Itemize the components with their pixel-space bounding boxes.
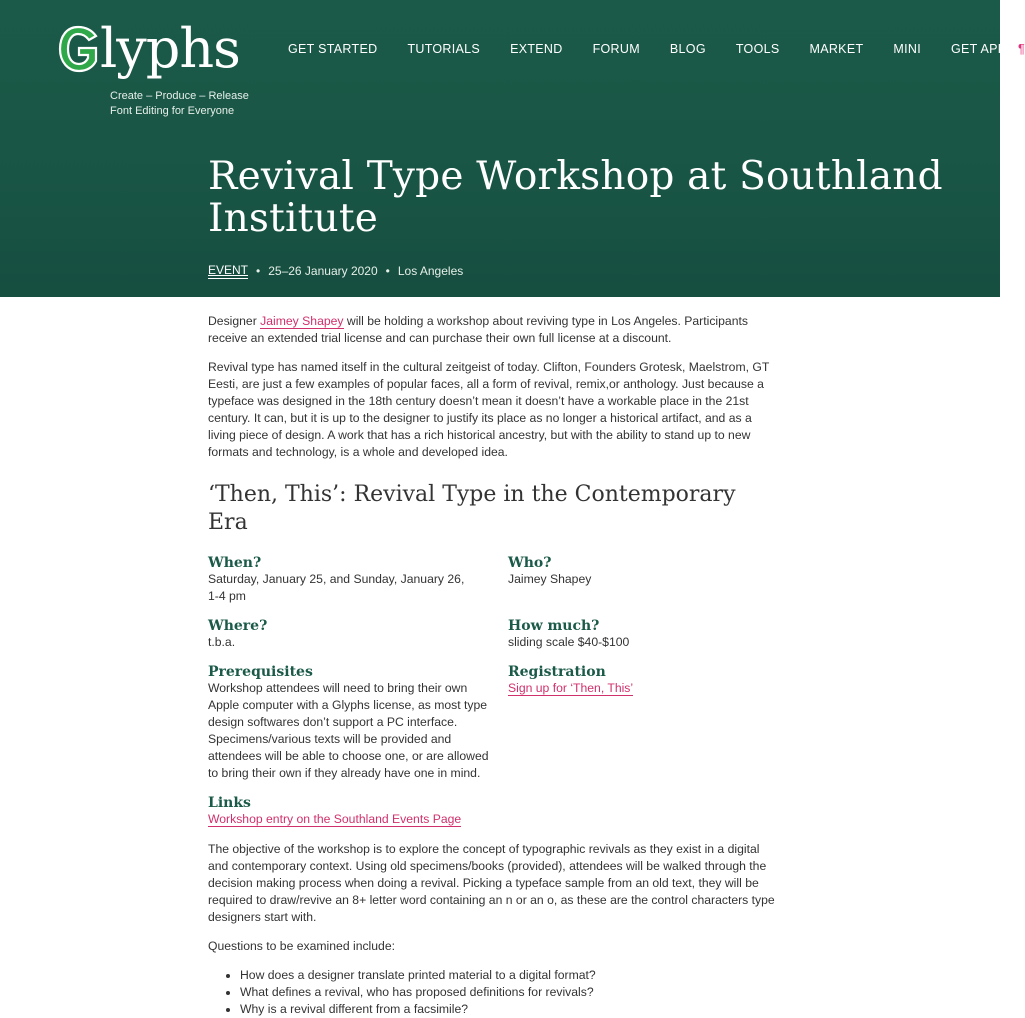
when-line-1: Saturday, January 25, and Sunday, January 26, <box>208 572 465 586</box>
registration-block <box>508 664 780 782</box>
nav-get-apps-label: GET APPS <box>950 42 1015 56</box>
list-item: • Why is a revival different from a facsimile? <box>240 1001 780 1018</box>
nav-extend[interactable]: EXTEND <box>510 42 563 56</box>
nav-blog[interactable]: BLOG <box>669 42 706 56</box>
who-label: Who? <box>508 555 552 571</box>
southland-events-link[interactable]: Workshop entry on the Southland Events Page <box>208 812 462 826</box>
objective-paragraph: The objective of the workshop is to explore the concept of typographic revivals as they exist in a digital and contemporary context. Using old specimens/books (provided), attendees will be walked through the decision making process when doing a revival. Picking a typeface sample from an old text, they will be required to draw/revive an 8+ letter word containing an n or an o, as these are the control characters type designers start with. <box>208 842 775 924</box>
how-much-label: How much? <box>508 618 600 634</box>
nav-tutorials[interactable]: TUTORIALS <box>407 42 481 56</box>
main-nav <box>288 42 1025 56</box>
prerequisites-label: Prerequisites <box>208 664 313 680</box>
event-tag-link[interactable]: EVENT <box>208 263 249 277</box>
pilcrow-icon: ¶ <box>1018 42 1025 56</box>
tagline <box>110 89 249 119</box>
list-item: • What defines a revival, who has proposed definitions for revivals? <box>240 984 780 1001</box>
event-meta <box>208 263 463 279</box>
when-block <box>208 555 508 605</box>
tagline-line-1: Create – Produce – Release <box>110 90 249 102</box>
nav-tools[interactable]: TOOLS <box>735 42 780 56</box>
event-dates: 25–26 January 2020 <box>268 264 378 278</box>
links-label: Links <box>208 795 251 811</box>
where-value: t.b.a. <box>208 635 236 649</box>
who-block <box>508 555 780 605</box>
intro-paragraph-1 <box>208 313 780 347</box>
nav-market[interactable]: MARKET <box>809 42 864 56</box>
where-label: Where? <box>208 618 268 634</box>
links-block <box>208 795 508 828</box>
logo-wordmark: lyphs <box>100 17 240 80</box>
details-grid <box>208 555 780 841</box>
when-label: When? <box>208 555 262 571</box>
nav-get-apps[interactable] <box>951 42 1025 56</box>
glyphs-logo[interactable] <box>58 18 240 80</box>
prerequisites-value: Workshop attendees will need to bring their own Apple computer with a Glyphs license, as most type design softwares don’t support a PC interface. Specimens/various texts will be provided and attendees will be able to choose one, or are allowed to bring their own if they already have one in mind. <box>208 681 489 780</box>
nav-forum[interactable]: FORUM <box>592 42 640 56</box>
workshop-subheading: ‘Then, This’: Revival Type in the Contemporary Era <box>208 482 736 535</box>
signup-link[interactable]: Sign up for ‘Then, This’ <box>508 681 634 695</box>
meta-separator: • <box>385 264 390 278</box>
how-much-block <box>508 618 780 651</box>
questions-intro: Questions to be examined include: <box>208 939 395 953</box>
registration-label: Registration <box>508 664 606 680</box>
article-body <box>208 313 780 1018</box>
how-much-value: sliding scale $40-$100 <box>508 635 630 649</box>
intro-text: will be holding a workshop about reviving type in Los Angeles. Participants receive an extended trial license and can purchase their own full license at a discount. <box>208 314 748 345</box>
questions-list <box>208 967 780 1018</box>
nav-get-started[interactable]: GET STARTED <box>288 42 378 56</box>
intro-text: Designer <box>208 314 261 328</box>
event-location: Los Angeles <box>397 264 464 278</box>
where-block <box>208 618 508 651</box>
meta-separator: • <box>256 264 261 278</box>
nav-mini[interactable]: MINI <box>893 42 921 56</box>
tagline-line-2: Font Editing for Everyone <box>110 105 235 117</box>
list-item: • How does a designer translate printed material to a digital format? <box>240 967 780 984</box>
glyphs-g-logo-icon <box>58 24 100 74</box>
designer-link[interactable]: Jaimey Shapey <box>260 314 344 328</box>
who-value: Jaimey Shapey <box>508 572 592 586</box>
prerequisites-block <box>208 664 508 782</box>
site-header <box>0 0 1025 297</box>
page-title: Revival Type Workshop at Southland Institute <box>208 154 943 241</box>
when-line-2: 1-4 pm <box>208 589 246 603</box>
intro-paragraph-2: Revival type has named itself in the cultural zeitgeist of today. Clifton, Founders Grotesk, Maelstrom, GT Eesti, are just a few examples of popular faces, all a form of revival, remix,or anthology. Just because a typeface was designed in the 18th century doesn’t mean it doesn’t have a workable place in the 21st century. It can, but it is up to the designer to justify its place as no longer a historical artifact, and as a living piece of design. A work that has a rich historical ancestry, but with the ability to stand up to new formats and technology, is a whole and developed idea. <box>208 360 770 459</box>
